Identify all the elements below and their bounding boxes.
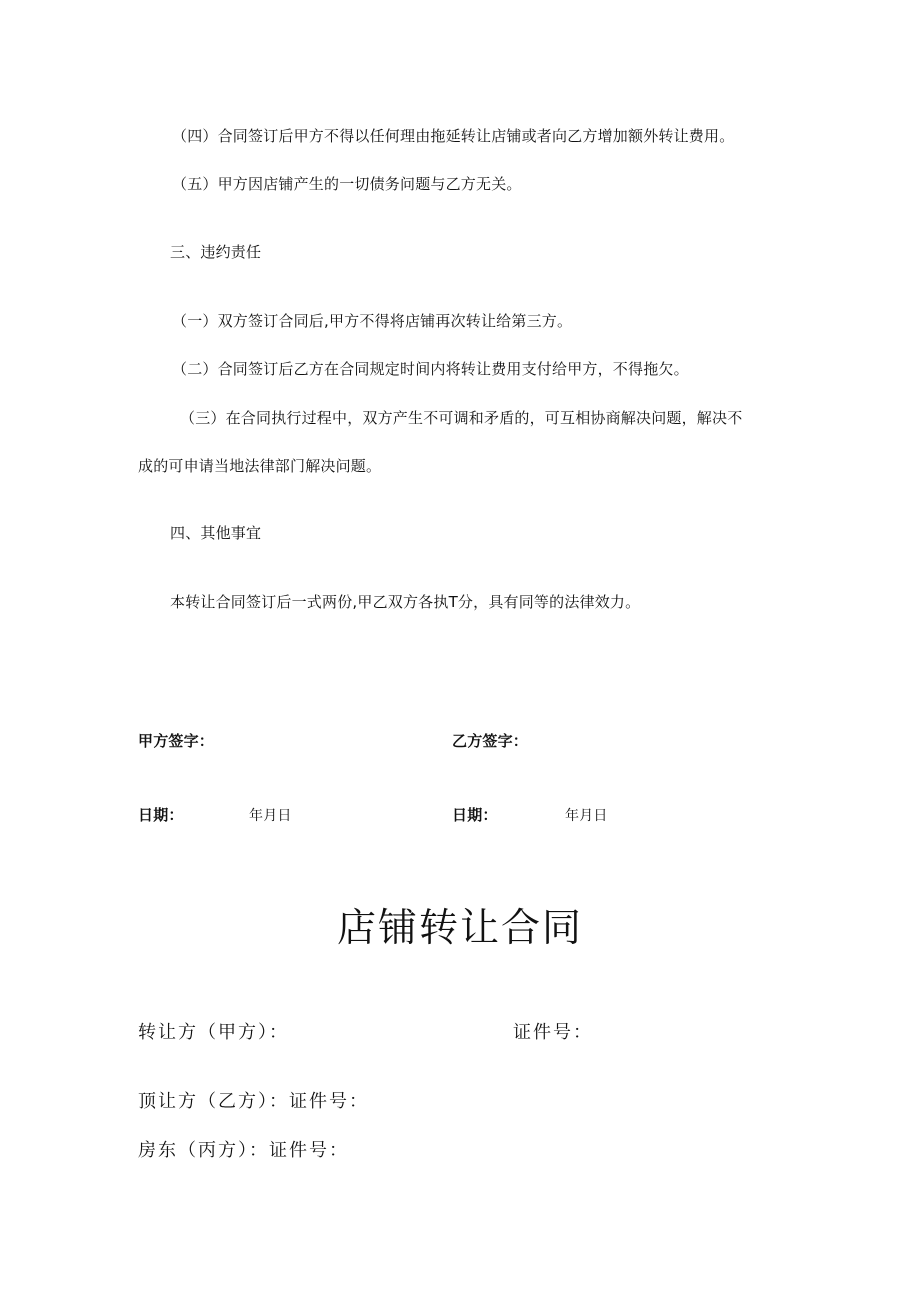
- breach-item-3-line-1: （三）在合同执行过程中，双方产生不可调和矛盾的，可互相协商解决问题，解决不: [180, 409, 743, 427]
- party-a-signature-label: 甲方签字：: [138, 732, 215, 750]
- section-heading-breach: 三、违约责任: [170, 243, 262, 261]
- party-b-date-label: 日期：: [452, 806, 498, 824]
- transferee-line: 顶让方（乙方）：证件号：: [138, 1091, 369, 1112]
- transferor-id-label: 证件号：: [513, 1022, 593, 1043]
- party-a-date-suffix: 年月日: [249, 808, 292, 824]
- breach-item-3-line-2: 成的可申请当地法律部门解决问题。: [138, 457, 382, 475]
- landlord-line: 房东（丙方）：证件号：: [138, 1140, 349, 1161]
- contract-title: 店铺转让合同: [336, 906, 583, 951]
- party-a-date-label: 日期：: [138, 806, 184, 824]
- other-matters-text: 本转让合同签订后一式两份,甲乙双方各执T分，具有同等的法律效力。: [170, 593, 641, 611]
- breach-item-2: （二）合同签订后乙方在合同规定时间内将转让费用支付给甲方，不得拖欠。: [172, 360, 689, 378]
- party-b-date-suffix: 年月日: [565, 808, 608, 824]
- transferor-line: 转让方（甲方）：: [138, 1022, 289, 1043]
- clause-item-4: （四）合同签订后甲方不得以任何理由拖延转让店铺或者向乙方增加额外转让费用。: [172, 127, 735, 145]
- party-b-signature-label: 乙方签字：: [452, 732, 529, 750]
- clause-item-5: （五）甲方因店铺产生的一切债务问题与乙方无关。: [172, 175, 522, 193]
- breach-item-1: （一）双方签订合同后,甲方不得将店铺再次转让给第三方。: [172, 312, 573, 330]
- section-heading-other: 四、其他事宜: [170, 524, 262, 542]
